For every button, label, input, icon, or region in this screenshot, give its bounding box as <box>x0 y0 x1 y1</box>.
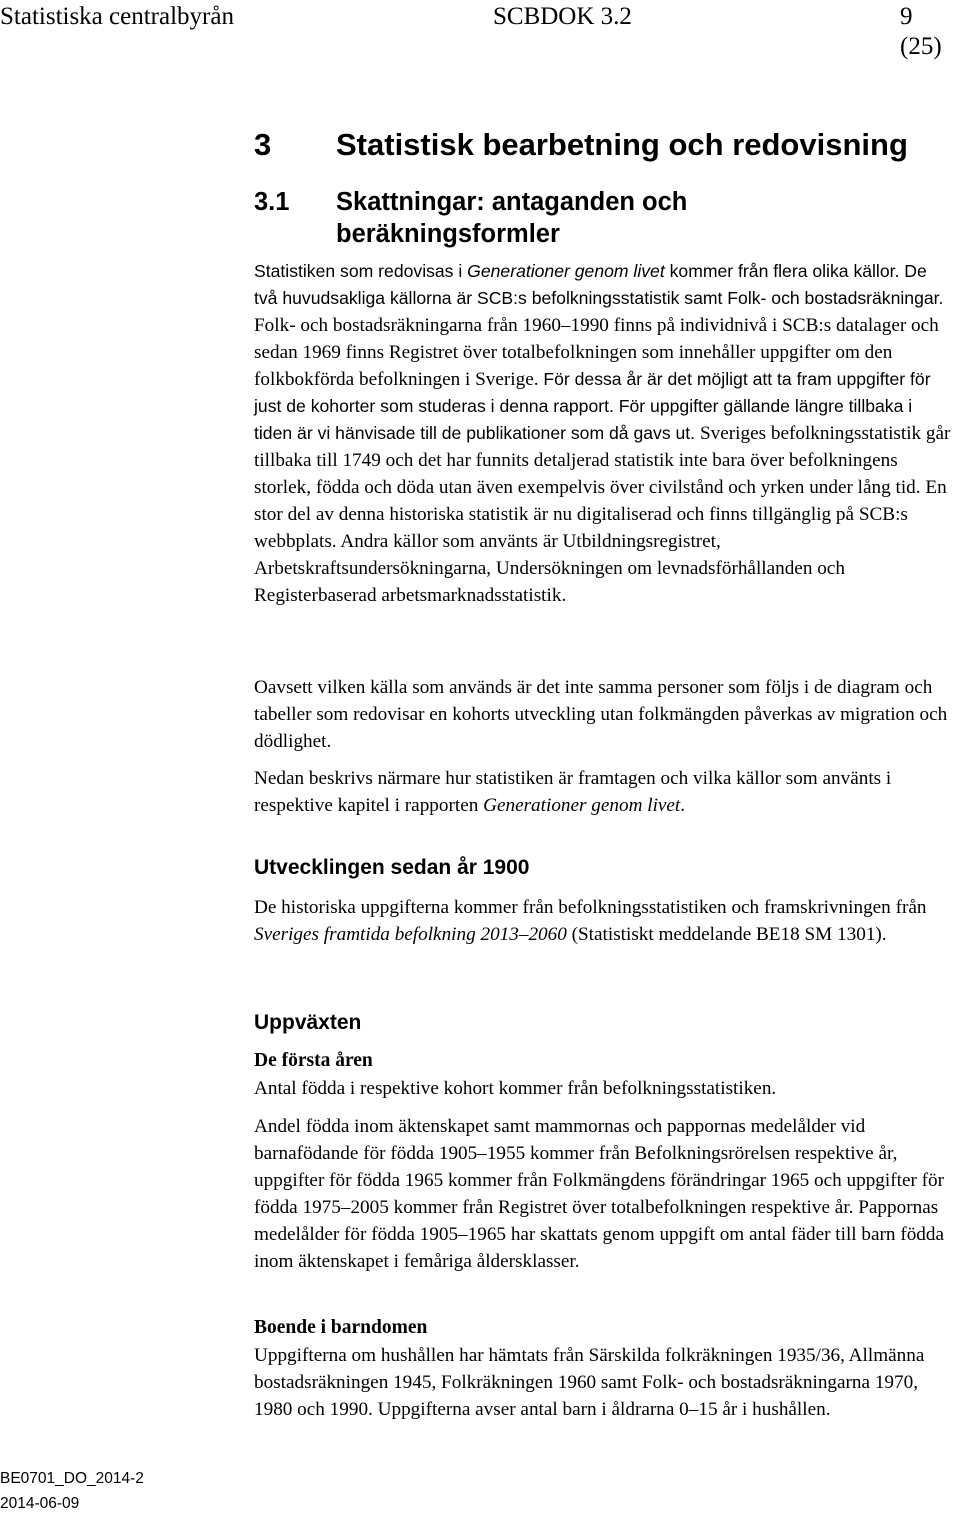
sources-paragraph: Nedan beskrivs närmare hur statistiken är framtagen och vilka källor som använts i respektive kapitel i rapporten Generationer genom livet. <box>254 768 892 816</box>
subsection-heading <box>254 186 894 250</box>
footer-document-id: BE0701_DO_2014-2 <box>0 1470 144 1487</box>
report-title-italic: Generationer genom livet <box>467 261 665 281</box>
report-title-italic: Generationer genom livet <box>483 795 681 816</box>
section-number: 3 <box>254 127 272 162</box>
housing-paragraph: Uppgifterna om hushållen har hämtats från Särskilda folkräkningen 1935/36, Allmänna bostadsräkningen 1945, Folkräkningen 1960 samt Folk- och bostadsräkningarna 1970, 1980 och 1990. Uppgifterna avser antal barn i åldrarna 0–15 år i hushållen. <box>254 1345 925 1420</box>
section-heading <box>254 127 908 163</box>
intro-sentence-4: Sveriges befolkningsstatistik går tillbaka till 1749 och det har funnits detaljerad statistik inte bara över befolkningens storlek, födda och döda utan även exempelvis över civilstånd och yrken under lång tid. En stor del av denna historiska statistik är nu digitaliserad och finns tillgänglig på SCB:s webbplats. Andra källor som använts är Utbildningsregistret, Arbetskraftsundersökningarna, Undersökningen om levnadsförhållanden och Registerbaserad arbetsmarknadsstatistik. <box>254 423 951 606</box>
subsection-title: Skattningar: antaganden och beräkningsformler <box>336 188 688 248</box>
intro-sentence-2: Folk- och bostadsräkningarna från 1960–1990 finns på individnivå i SCB:s datalager och sedan 1969 finns Registret över totalbefolkningen som innehåller uppgifter om den folkbokförda befolkningen i Sverige. <box>254 315 939 390</box>
first-years-paragraph-1: Antal födda i respektive kohort kommer från befolkningsstatistiken. <box>254 1078 777 1099</box>
development-paragraph: De historiska uppgifterna kommer från befolkningsstatistiken och framskrivningen från Sveriges framtida befolkning 2013–2060 (Statistiskt meddelande BE18 SM 1301). <box>254 897 927 945</box>
first-years-heading: De första åren <box>254 1050 373 1071</box>
first-years-paragraph-2: Andel födda inom äktenskapet samt mammornas och pappornas medelålder vid barnafödande för födda 1905–1955 kommer från Befolkningsrörelsen respektive år, uppgifter för födda 1965 kommer från Folkmängdens förändringar 1965 och uppgifter för födda 1975–2005 kommer från Registret över totalbefolkningen respektive år. Pappornas medelålder för födda 1905–1965 har skattats genom uppgift om antal fäder till barn födda inom äktenskapet i femåriga åldersklasser. <box>254 1116 945 1272</box>
header-page-number: 9 (25) <box>900 3 942 60</box>
footer-date: 2014-06-09 <box>0 1495 80 1512</box>
subsection-number: 3.1 <box>254 188 290 216</box>
upbringing-heading: Uppväxten <box>254 1011 362 1034</box>
intro-sentence-3: För dessa år är det möjligt att ta fram uppgifter för just de kohorter som studeras i denna rapport. För uppgifter gällande längre tillbaka i tiden är vi hänvisade till de publikationer som då gavs ut. <box>254 369 931 443</box>
section-title: Statistisk bearbetning och redovisning <box>336 127 908 162</box>
intro-paragraph <box>254 258 954 609</box>
housing-heading: Boende i barndomen <box>254 1317 428 1338</box>
intro-sentence-1: Statistiken som redovisas i Generationer genom livet kommer från flera olika källor. De två huvudsakliga källorna är SCB:s befolkningsstatistik samt Folk- och bostadsräkningar. <box>254 261 944 308</box>
header-organization: Statistiska centralbyrån <box>0 3 234 30</box>
header-document-id: SCBDOK 3.2 <box>493 3 632 30</box>
development-heading: Utvecklingen sedan år 1900 <box>254 856 530 879</box>
migration-paragraph: Oavsett vilken källa som används är det inte samma personer som följs i de diagram och tabeller som redovisar en kohorts utveckling utan folkmängden påverkas av migration och dödlighet. <box>254 677 948 752</box>
page-header <box>0 0 960 60</box>
projection-title-italic: Sveriges framtida befolkning 2013–2060 <box>254 924 567 945</box>
